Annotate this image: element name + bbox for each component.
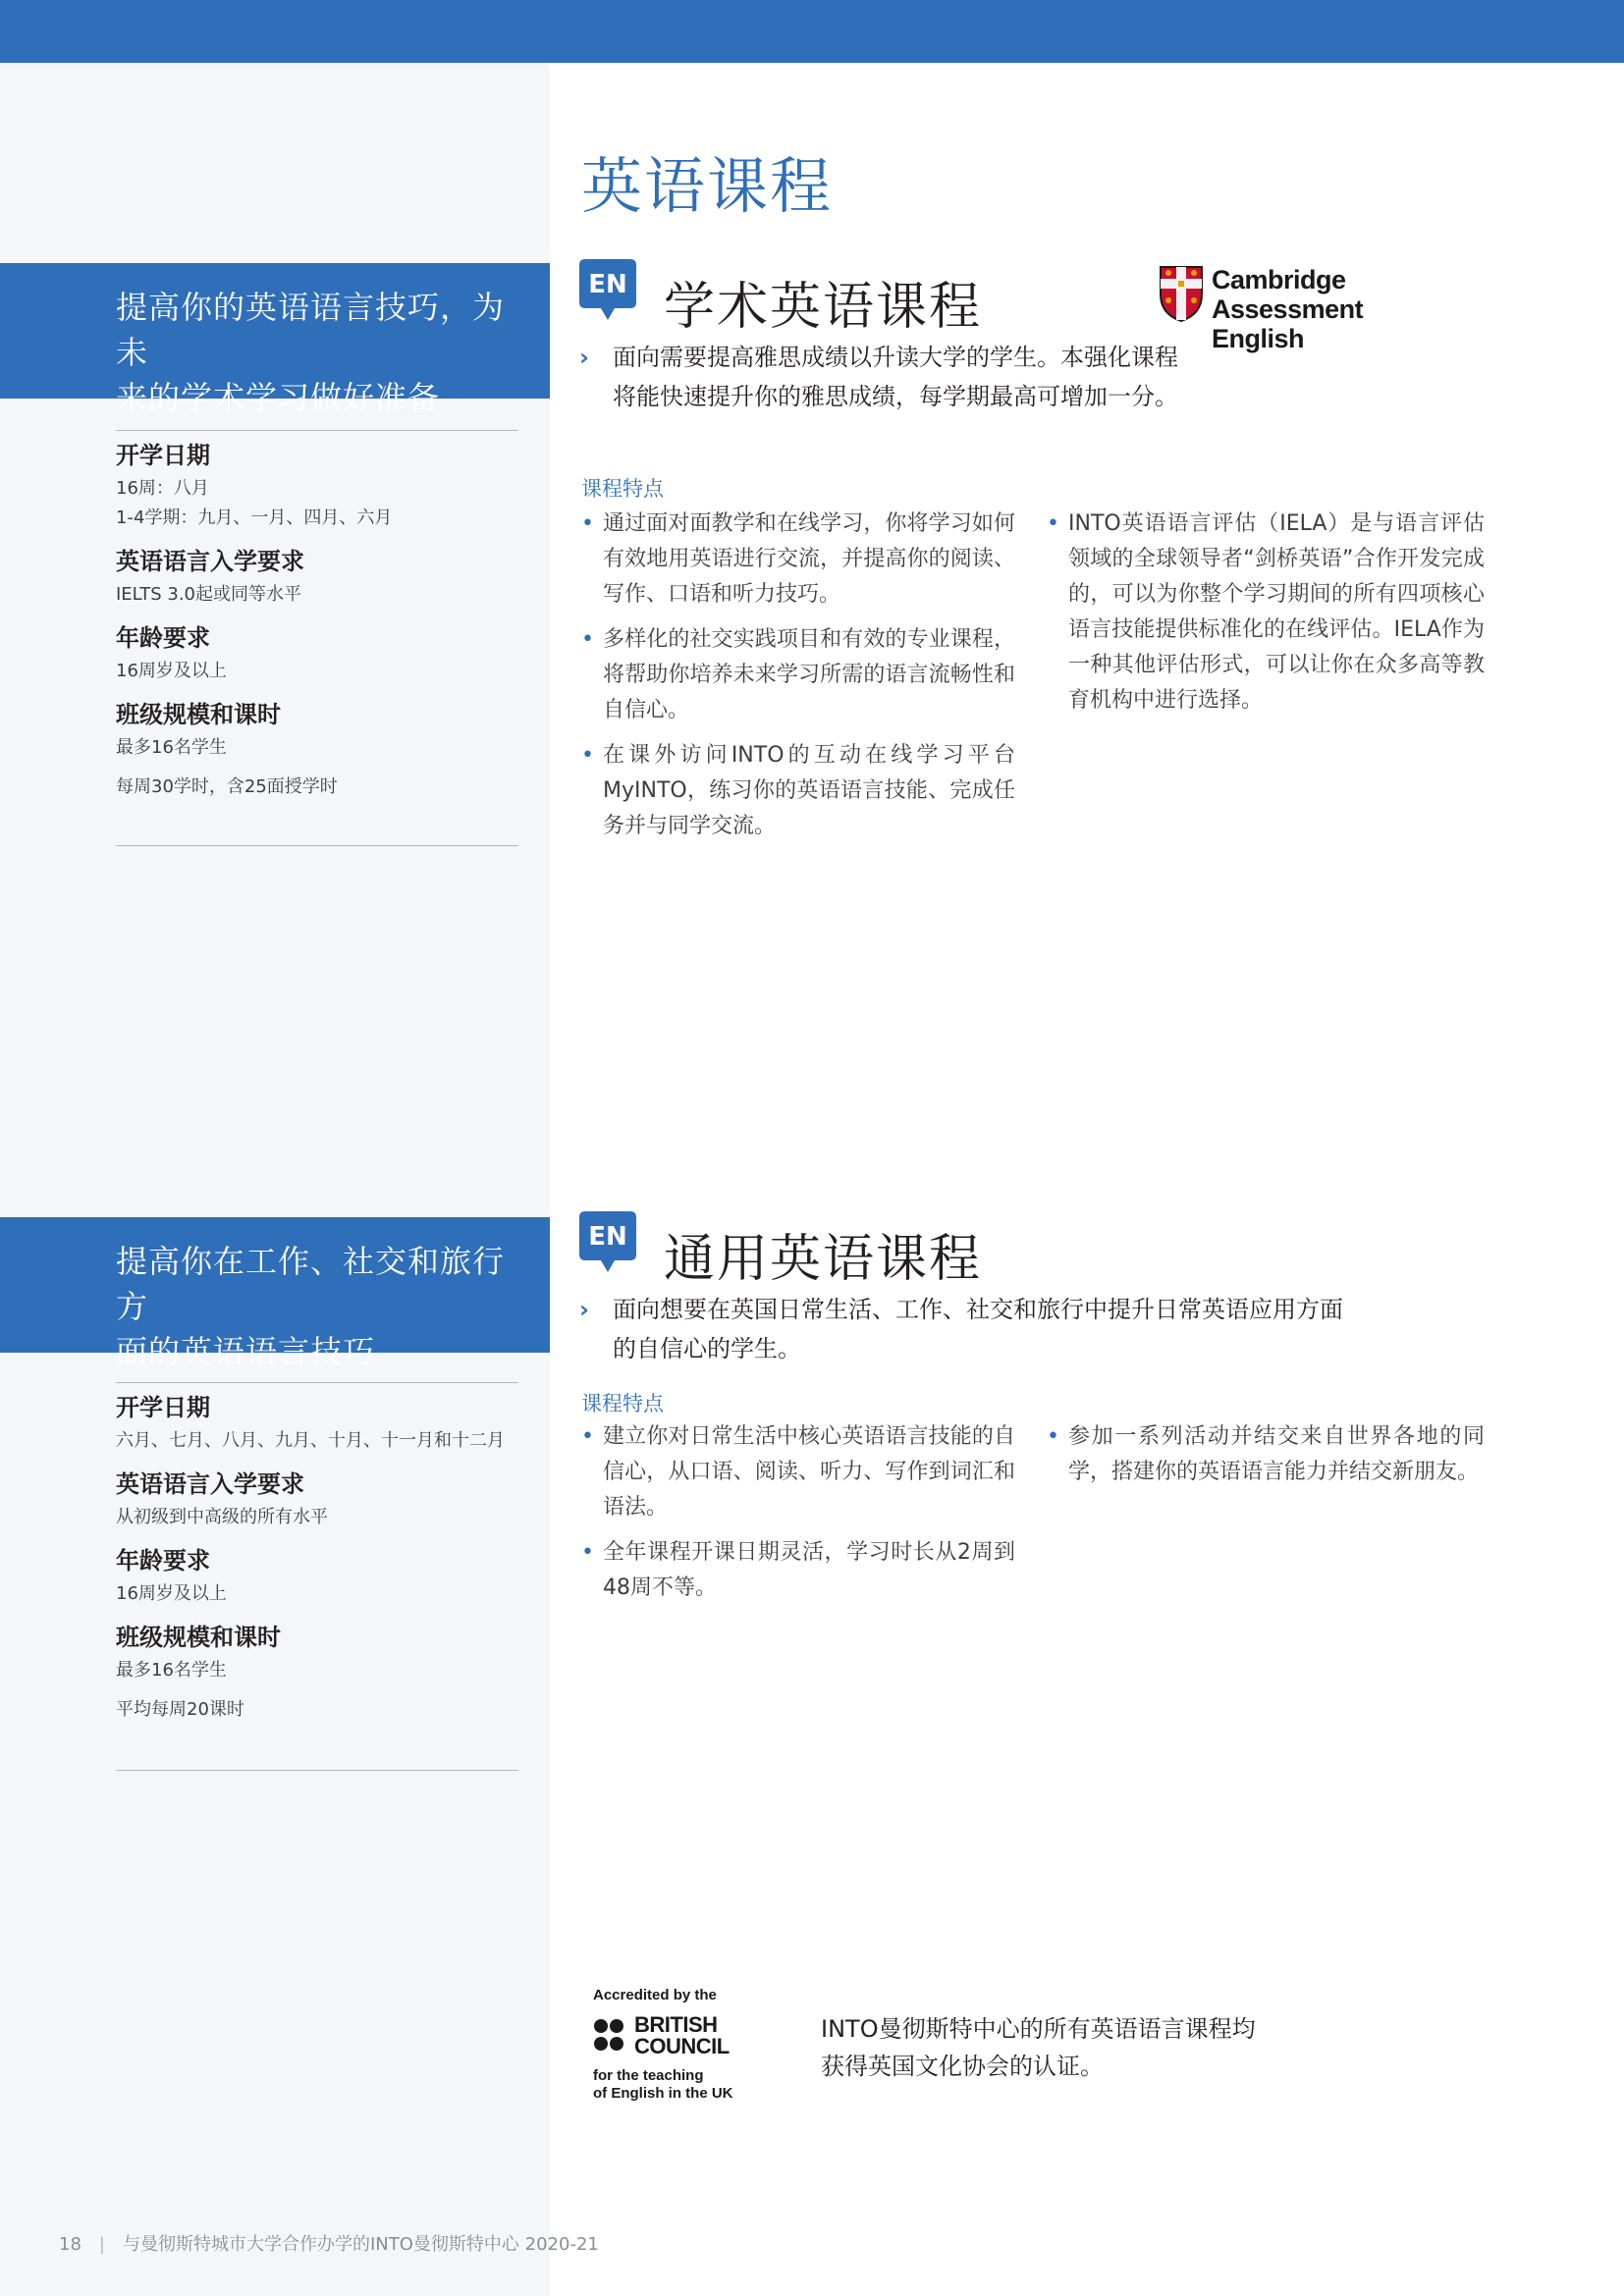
british-council-mark — [593, 2014, 760, 2057]
general-features-right — [1047, 1419, 1485, 1500]
english-requirement-heading: 英语语言入学要求 — [116, 548, 304, 575]
bullet-dot-icon: • — [1047, 511, 1059, 536]
page-number: 18 — [59, 2234, 81, 2255]
general-features-left — [581, 1419, 1015, 1616]
british-council-name-line-1: BRITISH — [634, 2012, 718, 2037]
general-banner-line-1: 提高你在工作、社交和旅行方 — [116, 1243, 506, 1325]
start-date-heading: 开学日期 — [116, 1394, 210, 1421]
general-banner — [0, 1217, 550, 1370]
class-hours-value: 每周30学时，含25面授学时 — [116, 776, 338, 797]
page-title: 英语课程 — [581, 150, 834, 222]
start-date-value: 16周：八月 — [116, 478, 209, 499]
cambridge-logo-line-1: Cambridge Assessment — [1212, 265, 1364, 324]
academic-banner — [0, 263, 550, 416]
bullet-dot-icon: • — [581, 627, 594, 652]
british-council-name-line-2: COUNCIL — [634, 2034, 730, 2058]
footer-divider: | — [98, 2234, 105, 2255]
start-date-heading: 开学日期 — [116, 442, 210, 469]
british-council-name — [634, 2014, 730, 2057]
class-size-heading: 班级规模和课时 — [116, 1624, 281, 1651]
list-item-text: 全年课程开课日期灵活，学习时长从2周到48周不等。 — [603, 1540, 1015, 1600]
bullet-dot-icon: • — [581, 1424, 594, 1449]
bullet-dot-icon: • — [1047, 1424, 1059, 1449]
english-requirement-heading: 英语语言入学要求 — [116, 1470, 304, 1498]
academic-info-panel — [116, 430, 518, 846]
english-requirement-value: 从初级到中高级的所有水平 — [116, 1507, 328, 1527]
british-council-top-text: Accredited by the — [593, 1987, 717, 2003]
list-item-text: 通过面对面教学和在线学习，你将学习如何有效地用英语进行交流，并提高你的阅读、写作、口语和听力技巧。 — [603, 511, 1015, 607]
academic-features-left — [581, 507, 1015, 854]
accreditation-line-1: INTO曼彻斯特中心的所有英语语言课程均 — [821, 2015, 1256, 2043]
academic-banner-line-2: 来的学术学习做好准备 — [116, 379, 441, 416]
general-intro-line-1: 面向想要在英国日常生活、工作、社交和旅行中提升日常英语应用方面 — [613, 1296, 1343, 1323]
list-item — [581, 1419, 1015, 1525]
bullet-dot-icon: • — [581, 743, 594, 768]
general-features-label: 课程特点 — [581, 1392, 664, 1415]
list-item — [581, 738, 1015, 844]
class-size-value: 最多16名学生 — [116, 1660, 227, 1681]
cambridge-shield-icon — [1159, 265, 1204, 322]
british-council-dots-icon — [593, 2016, 632, 2056]
list-item — [1047, 507, 1485, 719]
start-date-value: 1-4学期：九月、一月、四月、六月 — [116, 507, 393, 528]
academic-banner-line-1: 提高你的英语语言技巧，为未 — [116, 289, 506, 371]
british-council-bottom-text-2: of English in the UK — [593, 2085, 733, 2102]
academic-features-right — [1047, 507, 1485, 728]
list-item — [581, 622, 1015, 728]
list-item-text: INTO英语语言评估（IELA）是与语言评估领域的全球领导者“剑桥英语”合作开发完成的，可以为你整个学习期间的所有四项核心语言技能提供标准化的在线评估。IELA作为一种其他评估形式，可以让你在众多高等教育机构中进行选择。 — [1068, 511, 1485, 713]
age-requirement-value: 16周岁及以上 — [116, 661, 227, 681]
footer-text: 与曼彻斯特城市大学合作办学的INTO曼彻斯特中心 2020-21 — [122, 2234, 599, 2255]
age-requirement-heading: 年龄要求 — [116, 624, 210, 652]
class-size-heading: 班级规模和课时 — [116, 701, 281, 728]
academic-features-label: 课程特点 — [581, 477, 664, 501]
list-item — [1047, 1419, 1485, 1490]
british-council-logo — [593, 1987, 760, 2114]
start-date-value: 六月、七月、八月、九月、十月、十一月和十二月 — [116, 1430, 505, 1451]
list-item-text: 在课外访问INTO的互动在线学习平台MyINTO，练习你的英语语言技能、完成任务并与同学交流。 — [603, 743, 1015, 838]
list-item — [581, 1535, 1015, 1606]
chevron-right-icon: › — [579, 344, 589, 371]
british-council-bottom-text-1: for the teaching — [593, 2067, 704, 2084]
general-intro — [579, 1290, 1414, 1368]
general-info-panel — [116, 1382, 518, 1771]
chevron-right-icon: › — [579, 1296, 589, 1323]
list-item — [581, 507, 1015, 613]
en-speech-bubble-icon — [579, 1211, 636, 1276]
cambridge-logo-line-2: English — [1212, 324, 1305, 353]
bullet-dot-icon: • — [581, 511, 594, 536]
top-color-bar — [0, 0, 1624, 63]
cambridge-assessment-logo — [1159, 265, 1483, 353]
academic-course-title: 学术英语课程 — [664, 278, 983, 337]
en-speech-bubble-icon — [579, 259, 636, 324]
en-badge-label: EN — [588, 1222, 627, 1252]
general-intro-line-2: 的自信心的学生。 — [613, 1335, 801, 1362]
academic-intro-line-1: 面向需要提高雅思成绩以升读大学的学生。本强化课程 — [613, 344, 1178, 371]
list-item-text: 多样化的社交实践项目和有效的专业课程，将帮助你培养未来学习所需的语言流畅性和自信心。 — [603, 627, 1015, 722]
list-item-text: 参加一系列活动并结交来自世界各地的同学，搭建你的英语语言能力并结交新朋友。 — [1068, 1424, 1485, 1484]
general-banner-line-2: 面的英语语言技巧 — [116, 1333, 376, 1370]
age-requirement-heading: 年龄要求 — [116, 1547, 210, 1575]
class-size-value: 最多16名学生 — [116, 737, 227, 758]
academic-intro-line-2: 将能快速提升你的雅思成绩，每学期最高可增加一分。 — [613, 383, 1178, 410]
age-requirement-value: 16周岁及以上 — [116, 1583, 227, 1604]
academic-intro — [579, 338, 1414, 416]
en-badge-label: EN — [588, 270, 627, 299]
general-course-title: 通用英语课程 — [664, 1230, 983, 1289]
accreditation-statement — [821, 2010, 1256, 2085]
page-footer — [59, 2230, 599, 2256]
bullet-dot-icon: • — [581, 1540, 594, 1565]
list-item-text: 建立你对日常生活中核心英语语言技能的自信心，从口语、阅读、听力、写作到词汇和语法。 — [603, 1424, 1015, 1520]
english-requirement-value: IELTS 3.0起或同等水平 — [116, 584, 301, 605]
class-hours-value: 平均每周20课时 — [116, 1699, 244, 1720]
accreditation-line-2: 获得英国文化协会的认证。 — [821, 2053, 1104, 2080]
